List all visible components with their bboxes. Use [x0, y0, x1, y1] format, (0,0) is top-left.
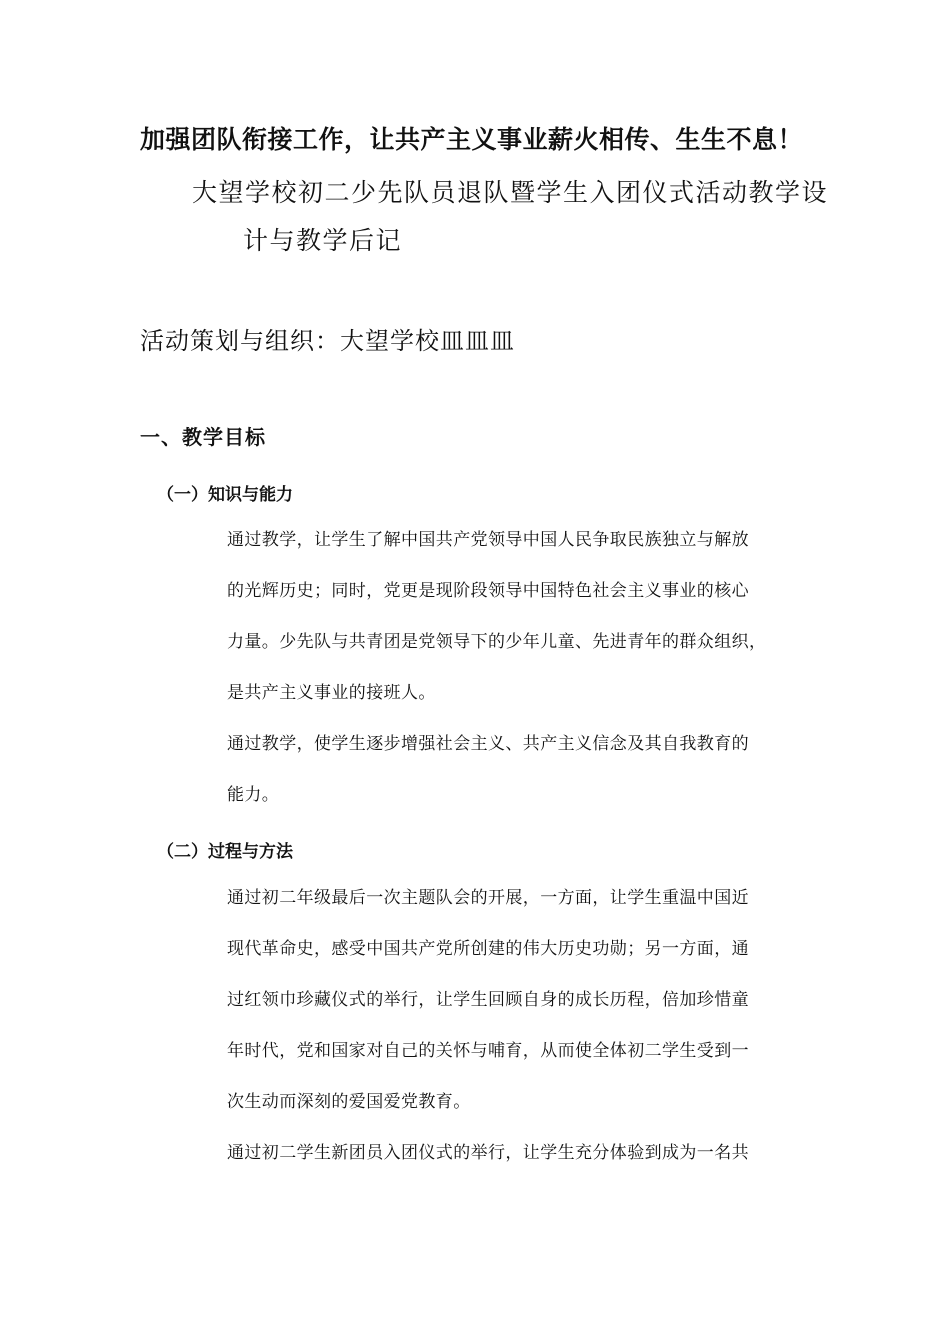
- paragraph-process-1: [227, 873, 817, 1128]
- paragraph-line: 是共产主义事业的接班人。: [227, 683, 436, 703]
- paragraph-knowledge-1: [227, 515, 817, 719]
- section-heading-teaching-goals: 一、教学目标: [140, 425, 266, 449]
- paragraph-line: 过红领巾珍藏仪式的举行，让学生回顾自身的成长历程，倍加珍惜童: [227, 990, 749, 1010]
- document-title: 加强团队衔接工作，让共产主义事业薪火相传、生生不息！: [140, 125, 804, 154]
- paragraph-line: 力量。少先队与共青团是党领导下的少年儿童、先进青年的群众组织，: [227, 632, 767, 652]
- document-subtitle-line-2: 计与教学后记: [243, 226, 403, 255]
- paragraph-line: 年时代，党和国家对自己的关怀与哺育，从而使全体初二学生受到一: [227, 1041, 749, 1061]
- paragraph-line: 次生动而深刻的爱国爱党教育。: [227, 1092, 471, 1112]
- paragraph-knowledge-2: [227, 719, 817, 821]
- subsection-heading-knowledge: （一）知识与能力: [157, 485, 293, 505]
- paragraph-line: 通过初二年级最后一次主题队会的开展，一方面，让学生重温中国近: [227, 888, 749, 908]
- paragraph-process-2: [227, 1128, 817, 1179]
- organizer-line: 活动策划与组织：大望学校皿皿皿: [140, 327, 515, 355]
- subsection-heading-process: （二）过程与方法: [157, 842, 293, 862]
- paragraph-line: 通过教学，让学生了解中国共产党领导中国人民争取民族独立与解放: [227, 530, 749, 550]
- paragraph-line: 通过教学，使学生逐步增强社会主义、共产主义信念及其自我教育的: [227, 734, 749, 754]
- paragraph-line: 通过初二学生新团员入团仪式的举行，让学生充分体验到成为一名共: [227, 1143, 749, 1163]
- paragraph-line: 的光辉历史；同时，党更是现阶段领导中国特色社会主义事业的核心: [227, 581, 749, 601]
- paragraph-line: 能力。: [227, 785, 280, 805]
- document-subtitle-line-1: 大望学校初二少先队员退队暨学生入团仪式活动教学设: [192, 178, 829, 207]
- paragraph-line: 现代革命史，感受中国共产党所创建的伟大历史功勋；另一方面，通: [227, 939, 749, 959]
